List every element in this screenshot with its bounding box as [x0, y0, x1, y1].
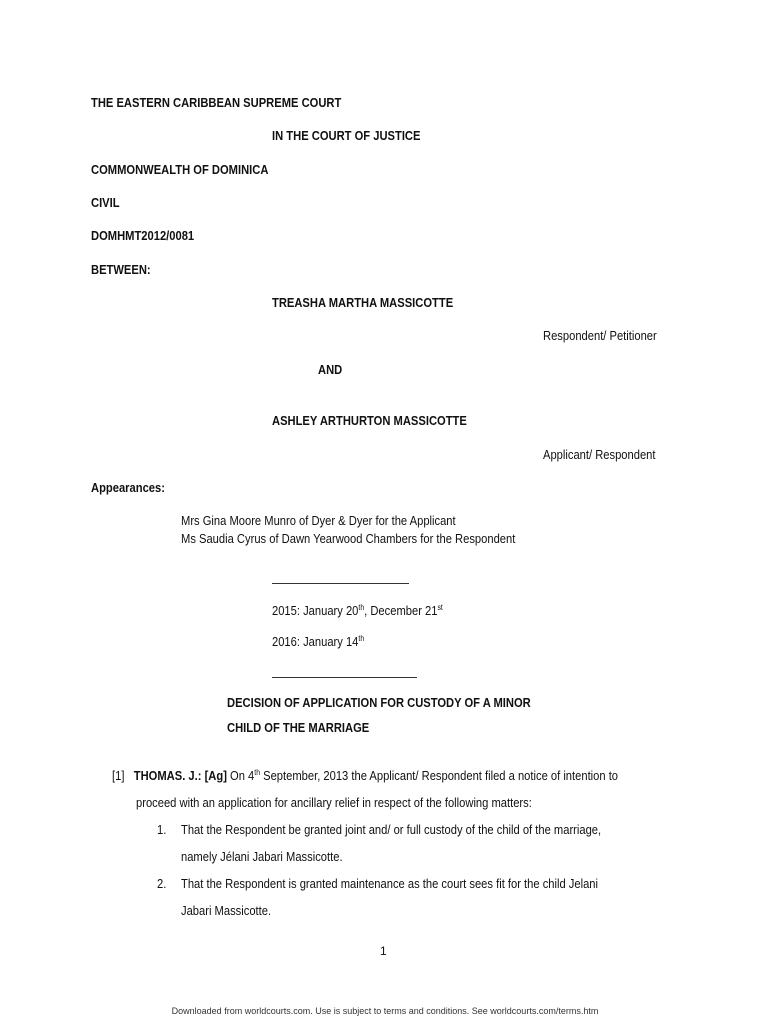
party2-role: Applicant/ Respondent: [543, 447, 656, 462]
appearance-applicant: Mrs Gina Moore Munro of Dyer & Dyer for the Applicant: [181, 513, 456, 528]
divider-top: [272, 583, 409, 584]
list-item-2-line2: Jabari Massicotte.: [181, 903, 272, 918]
divider-bottom: [272, 677, 417, 678]
list-item-1-line2: namely Jélani Jabari Massicotte.: [181, 849, 343, 864]
paragraph-number: [1]: [112, 768, 125, 783]
party1-name: TREASHA MARTHA MASSICOTTE: [272, 295, 454, 310]
hearing-dates-2016: 2016: January 14th: [272, 634, 365, 649]
list-item-2-number: 2.: [157, 876, 167, 891]
footer-notice: Downloaded from worldcourts.com. Use is subject to terms and conditions. See worldcourts.com/terms.htm: [171, 1006, 599, 1016]
claim-number: DOMHMT2012/0081: [91, 228, 195, 243]
decision-title-line2: CHILD OF THE MARRIAGE: [227, 720, 370, 735]
jurisdiction: COMMONWEALTH OF DOMINICA: [91, 162, 269, 177]
judge-name: THOMAS. J.: [Ag]: [133, 768, 227, 783]
between-label: BETWEEN:: [91, 262, 151, 277]
court-name: THE EASTERN CARIBBEAN SUPREME COURT: [91, 95, 342, 110]
list-item-1-line1: That the Respondent be granted joint and/ or full custody of the child of the marriage,: [181, 822, 602, 837]
list-item-1-number: 1.: [157, 822, 167, 837]
and-label: AND: [318, 362, 343, 377]
paragraph-1-line2: proceed with an application for ancillary relief in respect of the following matters:: [136, 795, 532, 810]
page-number: 1: [380, 944, 387, 958]
hearing-dates-2015: 2015: January 20th, December 21st: [272, 603, 443, 618]
paragraph-1-line1: [1] THOMAS. J.: [Ag] On 4th September, 2013 the Applicant/ Respondent filed a notice of intention to: [112, 768, 619, 783]
decision-title-line1: DECISION OF APPLICATION FOR CUSTODY OF A MINOR: [227, 695, 531, 710]
party2-name: ASHLEY ARTHURTON MASSICOTTE: [272, 413, 467, 428]
appearances-label: Appearances:: [91, 480, 165, 495]
party1-role: Respondent/ Petitioner: [543, 328, 657, 343]
list-item-2-line1: That the Respondent is granted maintenance as the court sees fit for the child Jelani: [181, 876, 599, 891]
appearance-respondent: Ms Saudia Cyrus of Dawn Yearwood Chambers for the Respondent: [181, 531, 516, 546]
court-division: IN THE COURT OF JUSTICE: [272, 128, 421, 143]
civil-label: CIVIL: [91, 195, 120, 210]
